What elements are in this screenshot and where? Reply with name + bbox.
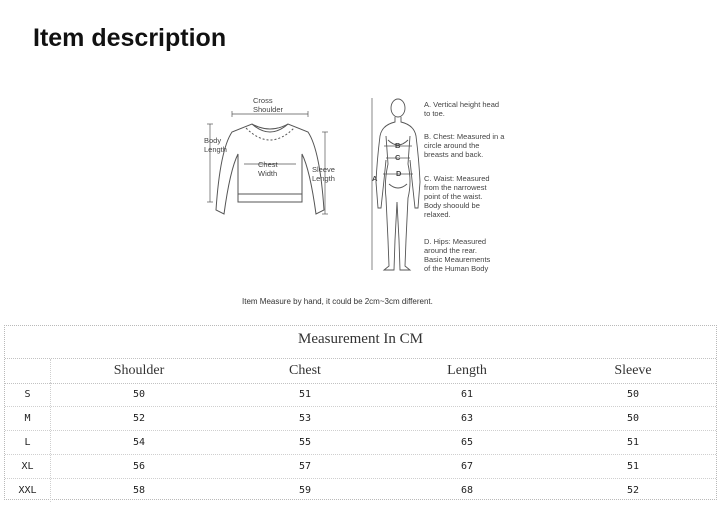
shoulder-value: 54 [132, 437, 146, 448]
sleeve-value: 52 [626, 485, 640, 496]
chest-value: 53 [298, 413, 312, 424]
size-label: XL [5, 455, 51, 478]
shoulder-value: 56 [132, 461, 146, 472]
measurement-diagram [190, 90, 530, 315]
column-header-length: Length [447, 363, 487, 378]
definition-b: B. Chest: Measured in a circle around the breasts and back. [424, 132, 505, 159]
measurement-note: Item Measure by hand, it could be 2cm~3cm different. [242, 297, 433, 306]
chest-value: 51 [298, 389, 312, 400]
table-title: Measurement In CM [298, 331, 423, 347]
length-value: 67 [460, 461, 474, 472]
marker-c: C [395, 153, 401, 162]
definition-c: C. Waist: Measured from the narrowest point of the waist. Body shoould be relaxed. [424, 174, 490, 219]
length-value: 63 [460, 413, 474, 424]
table-row [5, 455, 716, 479]
sleeve-value: 50 [626, 389, 640, 400]
length-value: 65 [460, 437, 474, 448]
table-row [5, 383, 716, 407]
marker-d: D [396, 169, 402, 178]
marker-b: B [395, 141, 401, 150]
sleeve-value: 51 [626, 461, 640, 472]
chest-value: 55 [298, 437, 312, 448]
size-label: S [5, 383, 51, 406]
shoulder-value: 52 [132, 413, 146, 424]
chest-value: 59 [298, 485, 312, 496]
shoulder-value: 58 [132, 485, 146, 496]
table-row [5, 479, 716, 502]
size-label: L [5, 431, 51, 454]
length-value: 68 [460, 485, 474, 496]
definition-a: A. Vertical height head to toe. [424, 100, 500, 118]
table-body [5, 383, 716, 502]
table-row [5, 407, 716, 431]
chest-width-label: Chest Width [258, 160, 278, 178]
size-table [4, 325, 717, 500]
definition-d: D. Hips: Measured around the rear. Basic Meaurements of the Human Body [424, 237, 491, 273]
table-header-row [5, 358, 716, 384]
body-length-label: Body Length [204, 136, 227, 154]
sleeve-value: 51 [626, 437, 640, 448]
chest-value: 57 [298, 461, 312, 472]
table-row [5, 431, 716, 455]
header-size-cell [5, 359, 51, 383]
size-label: M [5, 407, 51, 430]
sleeve-value: 50 [626, 413, 640, 424]
shoulder-value: 50 [132, 389, 146, 400]
column-header-sleeve: Sleeve [614, 363, 652, 378]
column-header-chest: Chest [289, 363, 321, 378]
sleeve-length-label: Sleeve Length [312, 165, 335, 183]
length-value: 61 [460, 389, 474, 400]
cross-shoulder-label: Cross Shoulder [253, 96, 284, 114]
page-title: Item description [33, 24, 227, 52]
column-header-shoulder: Shoulder [113, 363, 165, 378]
size-label: XXL [5, 479, 51, 502]
marker-a: A [372, 174, 378, 183]
